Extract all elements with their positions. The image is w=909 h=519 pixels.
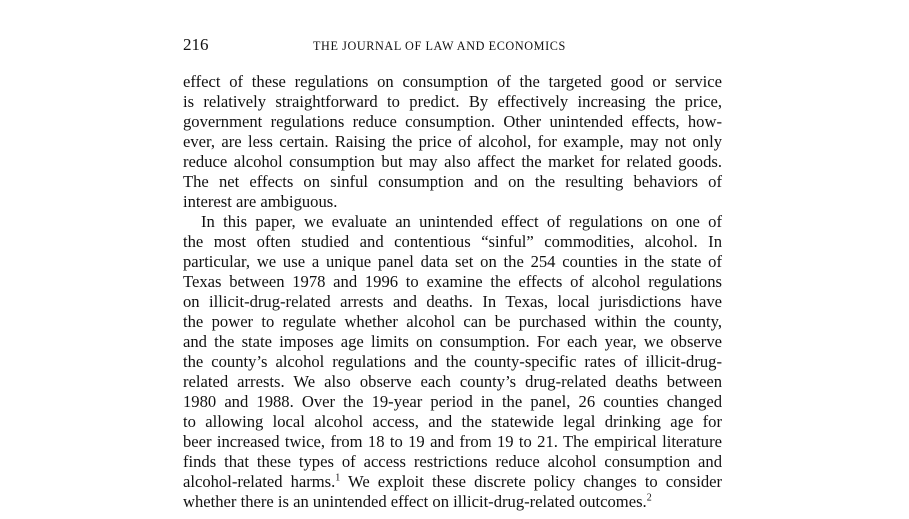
text-line: Texas between 1978 and 1996 to examine the effects of alcohol regulations [183, 272, 722, 291]
running-head: THE JOURNAL OF LAW AND ECONOMICS [313, 39, 566, 53]
footnote-marker[interactable]: 1 [335, 472, 341, 484]
text-line: effect of these regulations on consumption of the targeted good or service [183, 72, 722, 91]
text-line: In this paper, we evaluate an unintended effect of regulations on one of [201, 212, 722, 231]
text-line: The net effects on sinful consumption and on the resulting behaviors of [183, 172, 722, 191]
paragraph-2 [183, 212, 722, 512]
text-line: the most often studied and contentious “sinful” commodities, alcohol. In [183, 232, 722, 251]
line-text: We exploit these discrete policy changes to consider [340, 472, 723, 491]
text-line: is relatively straightforward to predict. By effectively increasing the price, [183, 92, 722, 111]
line-text: whether there is an unintended effect on illicit-drug-related outcomes. [183, 492, 647, 511]
text-line: on illicit-drug-related arrests and deaths. In Texas, local jurisdictions have [183, 292, 722, 311]
text-line: government regulations reduce consumption. Other unintended effects, how- [183, 112, 722, 131]
text-line: particular, we use a unique panel data set on the 254 counties in the state of [183, 252, 722, 271]
text-line: related arrests. We also observe each county’s drug-related deaths between [183, 372, 722, 391]
text-line: the county’s alcohol regulations and the county-specific rates of illicit-drug- [183, 352, 722, 371]
page-number: 216 [183, 35, 209, 54]
text-line: reduce alcohol consumption but may also affect the market for related goods. [183, 152, 722, 171]
paragraph-1 [183, 72, 722, 212]
text-line: and the state imposes age limits on consumption. For each year, we observe [183, 332, 722, 351]
text-line: ever, are less certain. Raising the price of alcohol, for example, may not only [183, 132, 722, 151]
text-line-with-footnote [183, 492, 722, 512]
text-line: interest are ambiguous. [183, 192, 338, 211]
body-text [183, 72, 722, 512]
line-text: alcohol-related harms. [183, 472, 336, 491]
text-line: to allowing local alcohol access, and the statewide legal drinking age for [183, 412, 722, 431]
text-line: the power to regulate whether alcohol can be purchased within the county, [183, 312, 722, 331]
footnote-marker[interactable]: 2 [646, 492, 652, 504]
page-header [183, 0, 722, 72]
text-line: beer increased twice, from 18 to 19 and from 19 to 21. The empirical literature [183, 432, 722, 451]
text-line: 1980 and 1988. Over the 19-year period in the panel, 26 counties changed [183, 392, 722, 411]
text-line-with-footnote [183, 472, 722, 492]
journal-page [183, 0, 722, 512]
text-line: finds that these types of access restrictions reduce alcohol consumption and [183, 452, 722, 471]
